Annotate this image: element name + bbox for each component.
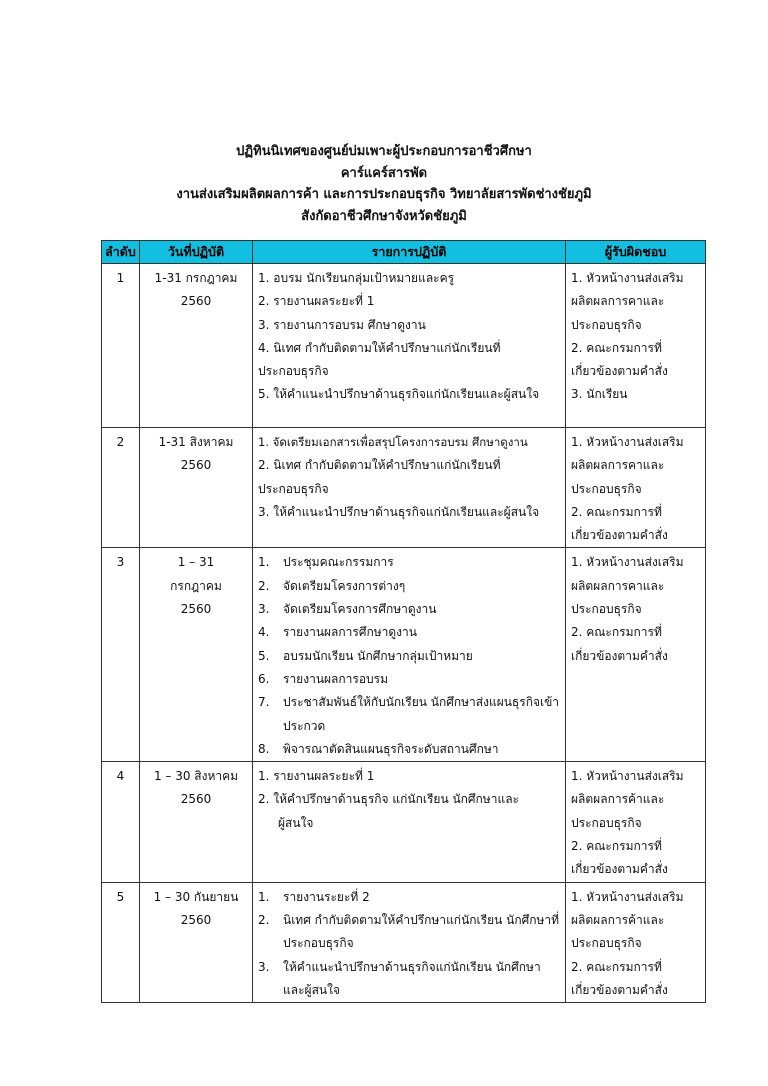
row-responsible (566, 882, 706, 1002)
responsible-line: 1. หัวหน้างานส่งเสริม (571, 889, 684, 904)
activity-item (258, 598, 560, 621)
activity-line: 2. ให้คำปรึกษาด้านธุรกิจ แก่นักเรียน นักศึกษาและ (258, 792, 519, 807)
item-number: 5. (258, 648, 270, 663)
item-number: 1. (258, 555, 270, 570)
item-text: พิจารณาตัดสินแผนธุรกิจระดับสถานศึกษา (283, 741, 499, 756)
item-text: ให้คำแนะนำปรึกษาด้านธุรกิจแก่นักเรียน นักศึกษา และผู้สนใจ (283, 959, 541, 997)
responsible-line: ผลิตผลการค้าและ (571, 792, 665, 807)
activity-item (258, 621, 560, 644)
schedule-table (101, 240, 706, 1003)
activity-line: ประกอบธุรกิจ (258, 481, 329, 496)
responsible-line: ประกอบธุรกิจ (571, 602, 642, 617)
activity-line: 3. ให้คำแนะนำปรึกษาด้านธุรกิจแก่นักเรียนและผู้สนใจ (258, 504, 540, 519)
responsible-line: 1. หัวหน้างานส่งเสริม (571, 271, 684, 285)
date-line: 2560 (180, 458, 212, 473)
responsible-line: ผลิตผลการคาและ (571, 294, 665, 309)
responsible-line: เกี่ยวข้องตามคำสั่ง (571, 862, 668, 877)
item-number: 2. (258, 912, 270, 927)
responsible-line: 2. คณะกรมการที่ (571, 340, 662, 355)
title-line-1: ปฏิทินนิเทศของศูนย์บ่มเพาะผู้ประกอบการอาชีวศึกษา (236, 144, 532, 159)
table-row (102, 548, 706, 762)
item-text: ประชุมคณะกรรมการ (283, 555, 394, 570)
responsible-line: ประกอบธุรกิจ (571, 481, 642, 496)
date-line: 1 – 30 กันยายน (153, 889, 239, 904)
responsible-line: ประกอบธุรกิจ (571, 815, 642, 830)
activity-item (258, 645, 560, 668)
column-header-date: วันที่ปฏิบัติ (140, 241, 253, 264)
item-number: 7. (258, 695, 270, 710)
row-activities (253, 882, 566, 1002)
item-text: จัดเตรียมโครงการศึกษาดูงาน (283, 602, 437, 617)
item-number: 1. (258, 889, 270, 904)
column-header-responsible: ผู้รับผิดชอบ (566, 241, 706, 264)
item-text: รายงานผลการอบรม (283, 671, 389, 686)
item-text: อบรมนักเรียน นักศึกษากลุ่มเป้าหมาย (283, 648, 473, 663)
responsible-line: 3. นักเรียน (571, 387, 628, 402)
date-line: 2560 (180, 602, 212, 617)
row-date (140, 264, 253, 428)
responsible-line: 1. หัวหน้างานส่งเสริม (571, 769, 684, 784)
activity-line: 1. จัดเตรียมเอกสารเพื่อสรุปโครงการอบรม ศึกษาดูงาน (258, 435, 528, 449)
activity-item (258, 691, 560, 738)
activity-line: 2. รายงานผลระยะที่ 1 (258, 294, 375, 309)
responsible-line: เกี่ยวข้องตามคำสั่ง (571, 982, 668, 997)
activity-line: ผู้สนใจ (278, 815, 314, 830)
table-row (102, 762, 706, 882)
row-responsible (566, 762, 706, 882)
date-line: 2560 (180, 912, 212, 927)
responsible-line: ประกอบธุรกิจ (571, 936, 642, 951)
responsible-line: เกี่ยวข้องตามคำสั่ง (571, 528, 668, 543)
row-number: 3 (102, 548, 140, 762)
column-header-order: ลำดับ (102, 241, 140, 264)
table-row (102, 882, 706, 1002)
row-number: 5 (102, 882, 140, 1002)
activity-line: 3. รายงานการอบรม ศึกษาดูงาน (258, 317, 426, 332)
responsible-line: ผลิตผลการคาและ (571, 458, 665, 473)
responsible-line: ผลิตผลการคาและ (571, 578, 665, 593)
activity-item (258, 551, 560, 574)
row-number: 1 (102, 264, 140, 428)
activity-item (258, 668, 560, 691)
row-number: 4 (102, 762, 140, 882)
activity-item (258, 738, 560, 761)
activity-item (258, 886, 560, 909)
responsible-line: ผลิตผลการค้าและ (571, 912, 665, 927)
responsible-line: 2. คณะกรมการที่ (571, 959, 662, 974)
activity-line: 2. นิเทศ กำกับติดตามให้คำปรึกษาแก่นักเรียนที่ (258, 458, 501, 473)
responsible-line: ประกอบธุรกิจ (571, 317, 642, 332)
table-row (102, 264, 706, 428)
column-header-activities: รายการปฏิบัติ (253, 241, 566, 264)
row-date (140, 548, 253, 762)
activity-line: 1. รายงานผลระยะที่ 1 (258, 769, 375, 784)
item-text: ประชาสัมพันธ์ให้กับนักเรียน นักศึกษาส่งแผนธุรกิจเข้าประกวด (283, 695, 560, 733)
title-line-4: สังกัดอาชีวศึกษาจังหวัดชัยภูมิ (301, 208, 467, 224)
row-date (140, 882, 253, 1002)
row-activities (253, 264, 566, 428)
item-number: 3. (258, 602, 270, 617)
item-text: จัดเตรียมโครงการต่างๆ (283, 578, 406, 593)
table-header-row (102, 241, 706, 264)
row-responsible (566, 548, 706, 762)
row-responsible (566, 264, 706, 428)
item-text: นิเทศ กำกับติดตามให้คำปรึกษาแก่นักเรียน นักศึกษาที่ประกอบธุรกิจ (283, 912, 560, 951)
responsible-line: 2. คณะกรมการที่ (571, 504, 662, 519)
document-header (0, 141, 768, 227)
row-activities (253, 762, 566, 882)
responsible-line: 1. หัวหน้างานส่งเสริม (571, 435, 684, 449)
activity-line: 5. ให้คำแนะนำปรึกษาด้านธุรกิจแก่นักเรียนและผู้สนใจ (258, 387, 540, 402)
date-line: กรกฎาคม (170, 578, 222, 593)
table-row (102, 428, 706, 548)
item-number: 6. (258, 671, 270, 686)
responsible-line: 2. คณะกรมการที่ (571, 625, 662, 640)
activity-item (258, 909, 560, 956)
item-text: รายงานผลการศึกษาดูงาน (283, 625, 417, 640)
title-line-2: คาร์แคร์สารพัด (340, 165, 428, 181)
row-date (140, 762, 253, 882)
responsible-line: 2. คณะกรมการที่ (571, 839, 662, 854)
activity-item (258, 575, 560, 598)
row-responsible (566, 428, 706, 548)
item-number: 3. (258, 959, 270, 974)
row-number: 2 (102, 428, 140, 548)
title-line-3: งานส่งเสริมผลิตผลการค้า และการประกอบธุรกิจ วิทยาลัยสารพัดช่างชัยภูมิ (176, 187, 592, 202)
item-number: 4. (258, 625, 270, 640)
activity-item (258, 956, 560, 1003)
item-number: 2. (258, 578, 270, 593)
date-line: 1-31 สิงหาคม (158, 435, 234, 449)
date-line: 1 – 30 สิงหาคม (153, 769, 239, 784)
activity-line: ประกอบธุรกิจ (258, 364, 329, 379)
activity-line: 1. อบรม นักเรียนกลุ่มเป้าหมายและครู (258, 271, 455, 285)
responsible-line: เกี่ยวข้องตามคำสั่ง (571, 648, 668, 663)
activity-line: 4. นิเทศ กำกับติดตามให้คำปรึกษาแก่นักเรียนที่ (258, 340, 501, 355)
responsible-line: เกี่ยวข้องตามคำสั่ง (571, 364, 668, 379)
item-number: 8. (258, 741, 270, 756)
row-activities (253, 428, 566, 548)
row-activities (253, 548, 566, 762)
item-text: รายงานระยะที่ 2 (283, 889, 370, 904)
date-line: 1-31 กรกฎาคม (154, 271, 238, 285)
row-date (140, 428, 253, 548)
date-line: 1 – 31 (177, 555, 215, 570)
date-line: 2560 (180, 294, 212, 309)
responsible-line: 1. หัวหน้างานส่งเสริม (571, 555, 684, 570)
date-line: 2560 (180, 792, 212, 807)
